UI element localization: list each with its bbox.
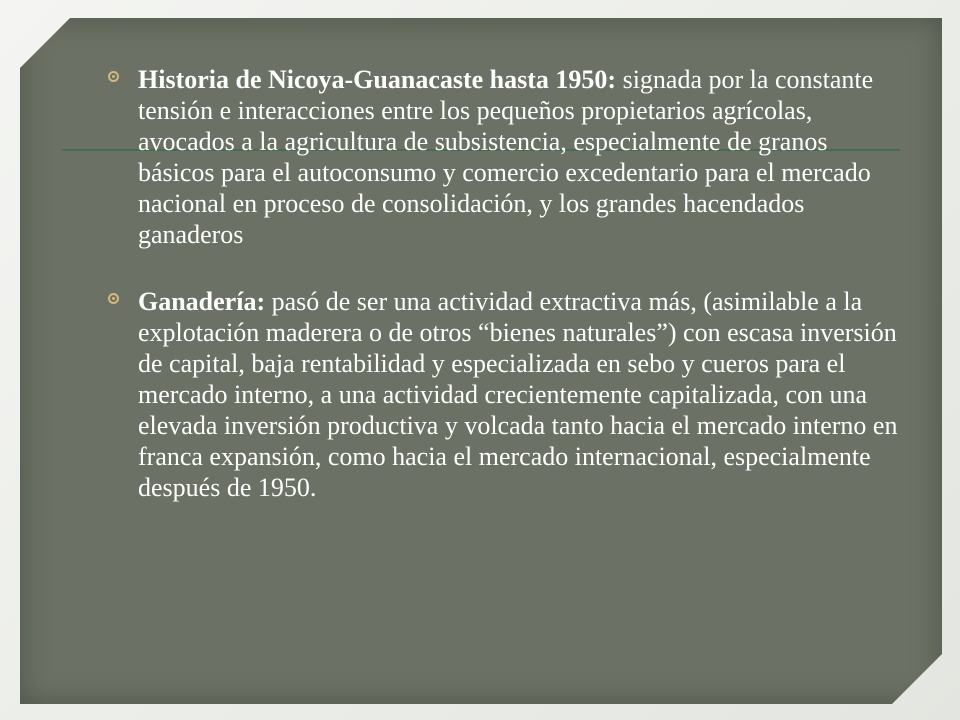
- bullet-item-ganaderia: [108, 286, 908, 503]
- bullet-circle-icon: [108, 293, 119, 304]
- bullet-item-historia: [108, 64, 908, 250]
- bullet-text: pasó de ser una actividad extractiva más, (asimilable a la explotación maderera o de otros “bienes naturales”) con escasa inversión de capital, baja rentabilidad y especializada en sebo y cueros para el mercado interno, a una actividad crecientemente capitalizada, con una elevada inversión productiva y volcada tanto hacia el mercado interno en franca expansión, como hacia el mercado internacional, especialmente después de 1950.: [138, 287, 898, 502]
- bullet-circle-icon: [108, 71, 119, 82]
- bullet-list: [108, 64, 908, 539]
- bullet-lead: Historia de Nicoya-Guanacaste hasta 1950:: [138, 65, 617, 94]
- bullet-lead: Ganadería:: [138, 287, 266, 316]
- bullet-text: signada por la constante tensión e interacciones entre los pequeños propietarios agrícolas, avocados a la agricultura de subsistencia, especialmente de granos básicos para el autoconsumo y comercio excedentario para el mercado nacional en proceso de consolidación, y los grandes hacendados ganaderos: [138, 65, 874, 249]
